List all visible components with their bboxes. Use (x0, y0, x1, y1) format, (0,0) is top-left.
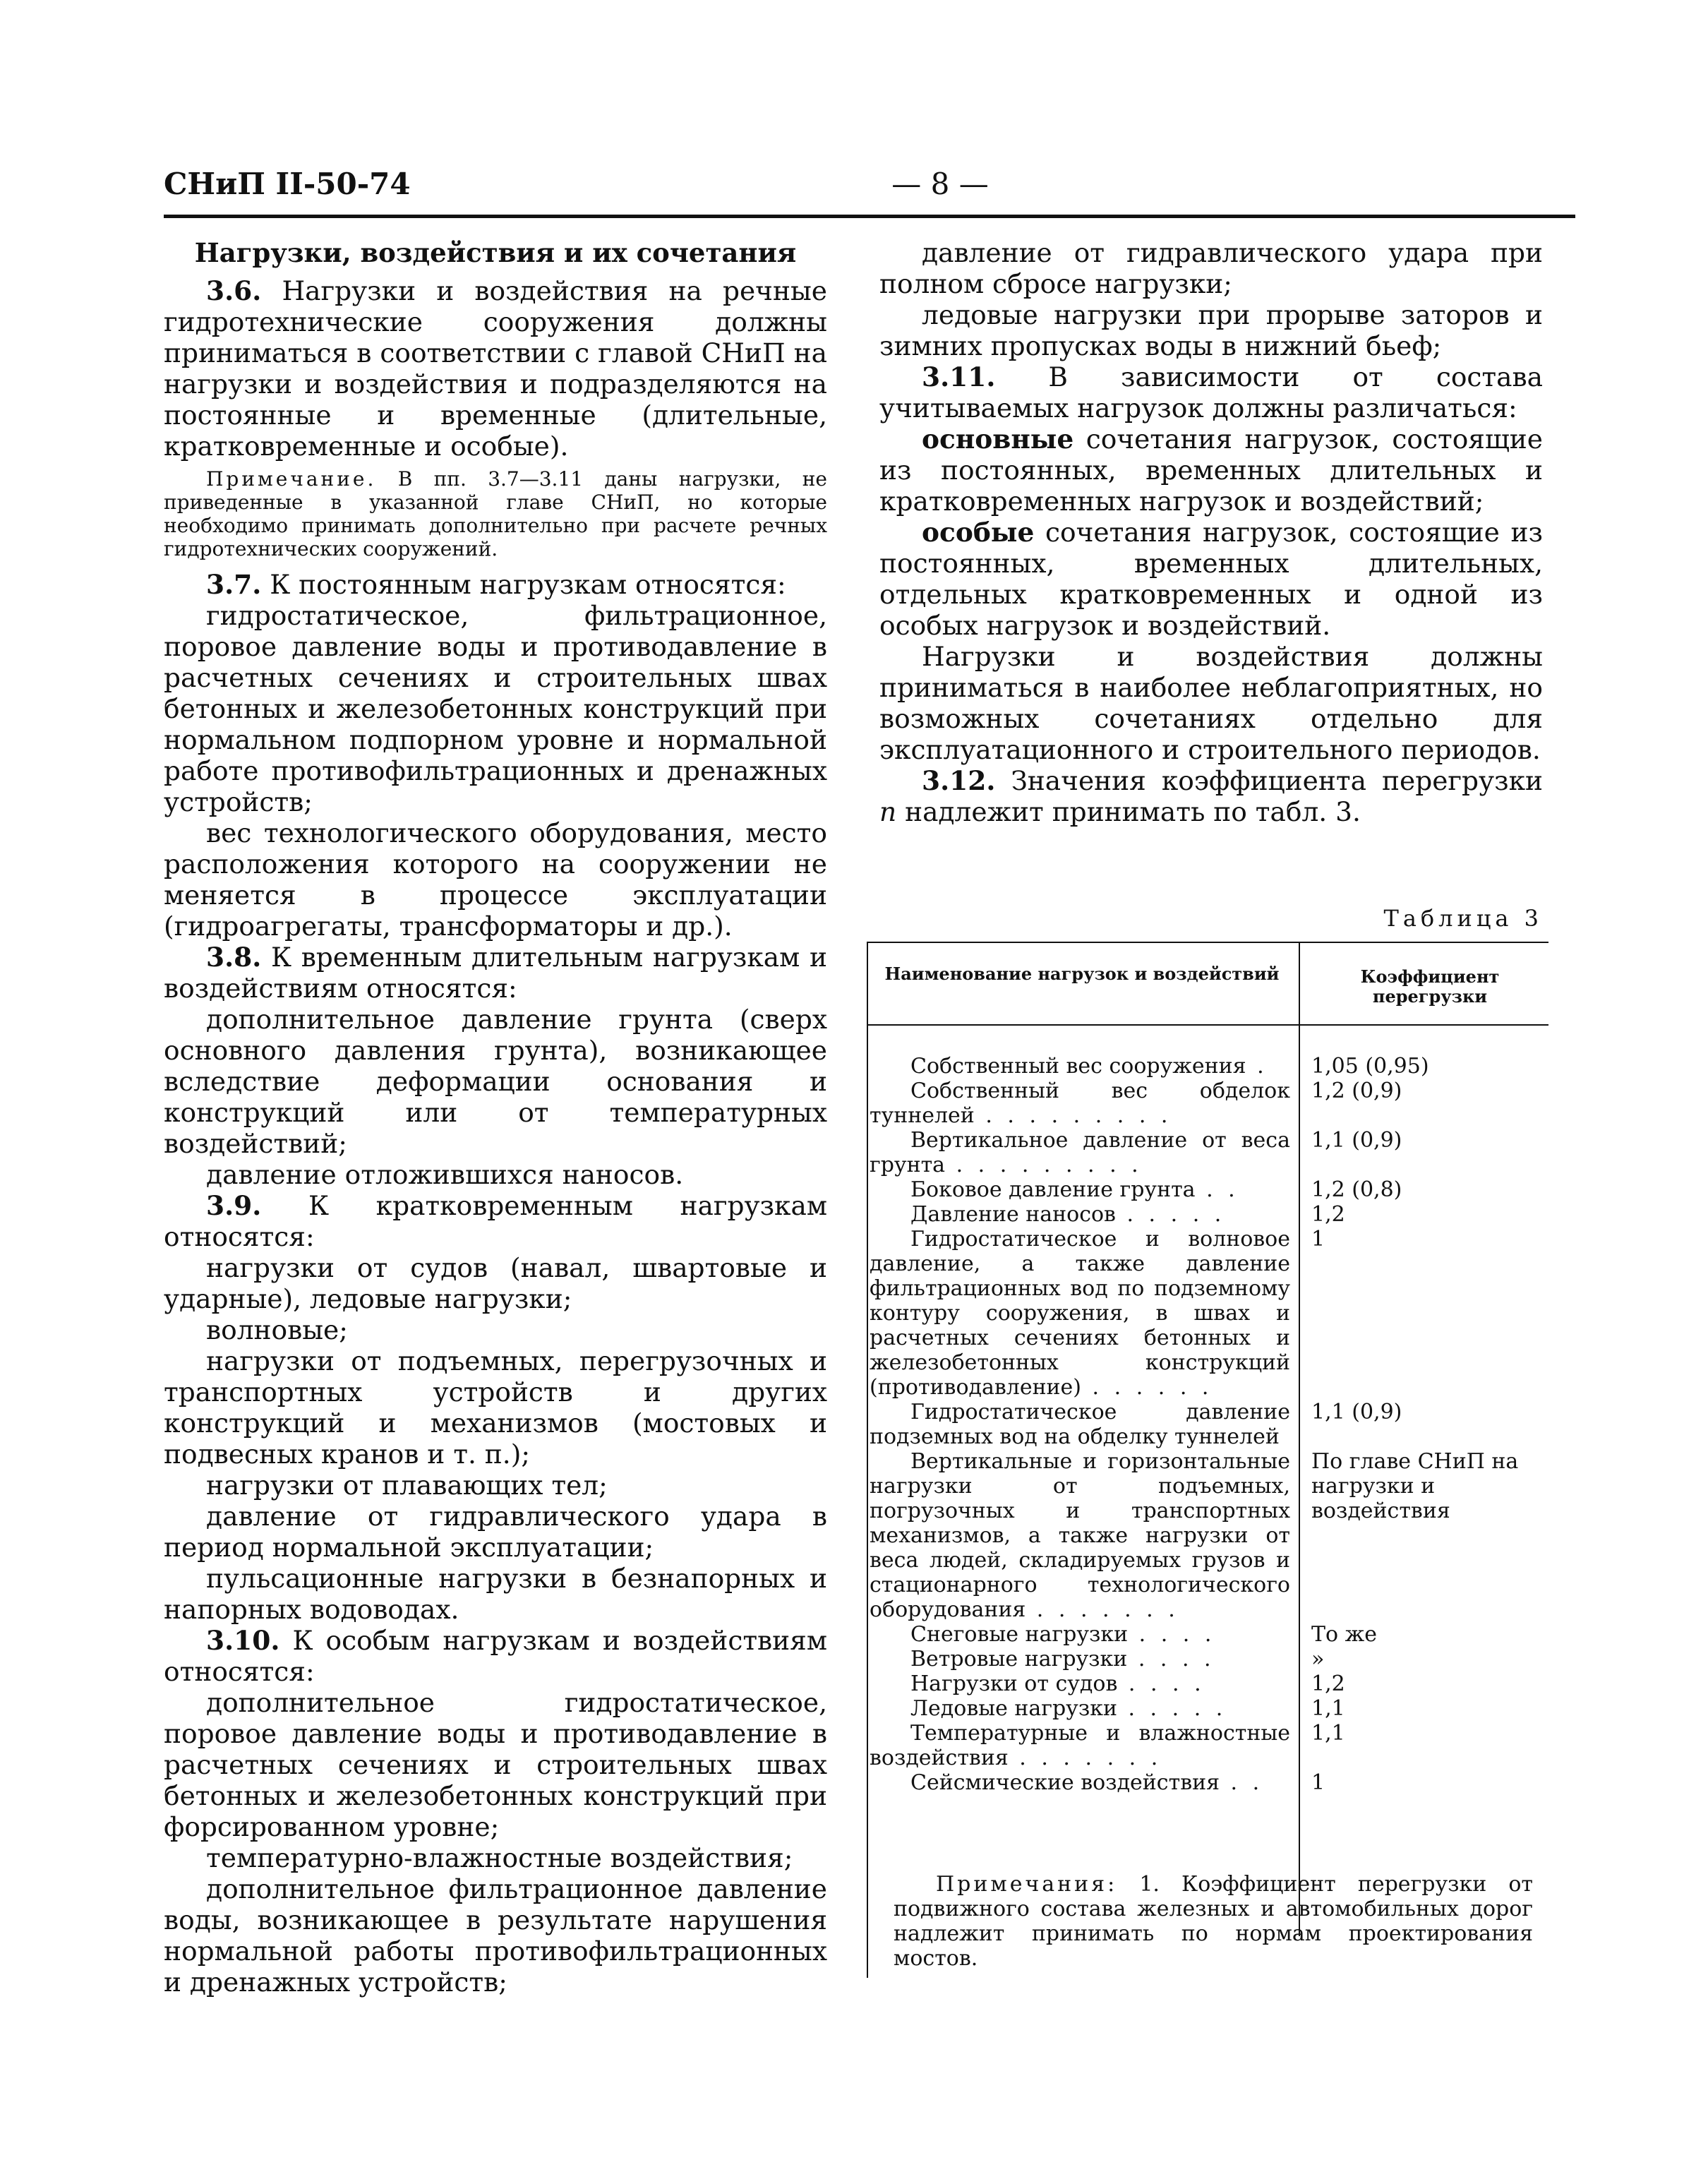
term-main-text: сочетания нагрузок, состоящие из постоянных, временных длительных и кратковременных нагрузок и воздействий; (879, 424, 1543, 517)
list-item: гидростатическое, фильтрационное, поровое давление воды и противодавление в расчетных сечениях и строительных швах бетонных и железобетонных конструкций при нормальном подпорном уровне и нормальной работе противофильтрационных и дренажных устройств; (164, 600, 827, 817)
table-header (867, 942, 1548, 1026)
section-title: Нагрузки, воздействия и их сочетания (194, 237, 797, 268)
table-row (867, 1079, 1548, 1128)
leader-dots: . . . . (1117, 1671, 1205, 1696)
load-name (867, 1647, 1299, 1671)
overload-coefficient: 1,2 (1311, 1671, 1345, 1696)
list-item: нагрузки от плавающих тел; (206, 1470, 608, 1501)
load-name-text: Температурные и влажностные воздействия (870, 1721, 1290, 1770)
table-note (894, 1872, 1533, 1971)
right-column (879, 237, 1543, 827)
note-paragraph (164, 467, 827, 560)
clause-3-8 (164, 942, 827, 1004)
list-item: пульсационные нагрузки в безнапорных и напорных водоводах. (164, 1563, 827, 1625)
clause-3-12 (879, 765, 1543, 827)
load-name (867, 1054, 1299, 1079)
load-name-text: Вертикальное давление от веса грунта (870, 1128, 1290, 1177)
note-text: В пп. 3.7—3.11 даны нагрузки, не приведенные в указанной главе СНиП, но которые необходимо принимать дополнительно при расчете речных гидротехнических сооружений. (164, 467, 827, 560)
overload-coefficient: 1,05 (0,95) (1311, 1054, 1429, 1079)
clause-number: 3.9. (206, 1190, 262, 1221)
clause-number: 3.12. (922, 765, 996, 796)
clause-3-9 (164, 1190, 827, 1252)
load-name (867, 1202, 1299, 1227)
load-name (867, 1227, 1299, 1400)
list-item: давление отложившихся наносов. (206, 1159, 684, 1190)
leader-dots: . . (1220, 1770, 1264, 1795)
clause-number: 3.11. (922, 361, 996, 392)
table-row (867, 1128, 1548, 1177)
clause-3-10 (164, 1625, 827, 1687)
table-row (867, 1696, 1548, 1721)
list-item: нагрузки от судов (навал, швартовые и ударные), ледовые нагрузки; (164, 1252, 827, 1314)
load-name-text: Снеговые нагрузки (910, 1622, 1129, 1647)
page-number: — 8 — (891, 167, 989, 201)
list-item: давление от гидравлического удара при полном сбросе нагрузки; (879, 237, 1543, 299)
term-special: особые (922, 517, 1035, 548)
load-name (867, 1177, 1299, 1202)
table-row (867, 1622, 1548, 1647)
table-row (867, 1671, 1548, 1696)
clause-number: 3.8. (206, 942, 262, 973)
overload-coefficient: 1,2 (1311, 1202, 1345, 1227)
clause-number: 3.6. (206, 275, 262, 306)
load-name-text: Собственный вес сооружения (910, 1054, 1246, 1079)
table-row (867, 1647, 1548, 1671)
leader-dots: . . . . (1128, 1622, 1216, 1647)
load-name-text: Давление наносов (910, 1202, 1116, 1227)
load-name-text: Собственный вес обделок туннелей (870, 1079, 1290, 1128)
leader-dots: . . . . . . (1081, 1375, 1213, 1400)
clause-3-11 (879, 361, 1543, 424)
table-row (867, 1400, 1548, 1449)
load-name (867, 1079, 1299, 1128)
load-name (867, 1671, 1299, 1696)
column-divider (1299, 1026, 1300, 1936)
load-name-text: Гидростатическое и волновое давление, а также давление фильтрационных вод по подземному контуру сооружения, в швах и расчетных сечениях бетонных и железобетонных конструкций (противодавление) (870, 1227, 1290, 1400)
table-body (867, 1054, 1548, 1795)
clause-text: К временным длительным нагрузкам и воздействиям относятся: (164, 942, 827, 1004)
clause-number: 3.10. (206, 1625, 280, 1656)
overload-coefficient: По главе СНиП на нагрузки и воздействия (1311, 1449, 1519, 1523)
overload-coefficient: 1,1 (1311, 1696, 1345, 1721)
table-row (867, 1770, 1548, 1795)
clause-text: Нагрузки и воздействия на речные гидротехнические сооружения должны приниматься в соответствии с главой СНиП на нагрузки и воздействия и подразделяются на постоянные и временные (длительные, кратковременные и особые). (164, 275, 827, 462)
load-name-text: Гидростатическое давление подземных вод на обделку туннелей (870, 1400, 1290, 1449)
leader-dots: . . . . . (1117, 1696, 1227, 1721)
leader-dots: . (1246, 1054, 1268, 1079)
load-name (867, 1449, 1299, 1622)
list-item: дополнительное давление грунта (сверх основного давления грунта), возникающее вследствие деформации основания и конструкций или от температурных воздействий; (164, 1004, 827, 1159)
load-name (867, 1400, 1299, 1449)
leader-dots: . . (1195, 1177, 1239, 1202)
table-note-label: Примечания: (936, 1872, 1118, 1897)
clause-text: В зависимости от состава учитываемых нагрузок должны различаться: (879, 361, 1543, 424)
table-row (867, 1721, 1548, 1770)
table-row (867, 1449, 1548, 1622)
load-name-text: Сейсмические воздействия (910, 1770, 1220, 1795)
clause-text: К постоянным нагрузкам относятся: (261, 569, 786, 600)
load-name (867, 1721, 1299, 1770)
leader-dots: . . . . . (1115, 1202, 1226, 1227)
column-header-coefficient: Коэффициент перегрузки (1360, 966, 1500, 1007)
table-row (867, 1227, 1548, 1400)
table-caption: Таблица 3 (1383, 905, 1543, 932)
paragraph: Нагрузки и воздействия должны приниматься в наиболее неблагоприятных, но возможных сочетаниях отдельно для эксплуатационного и строительного периодов. (879, 641, 1543, 765)
load-name-text: Ветровые нагрузки (910, 1647, 1128, 1671)
table-row (867, 1177, 1548, 1202)
clause-number: 3.7. (206, 569, 262, 600)
list-item-main-combinations (879, 424, 1543, 517)
overload-coefficient: 1,2 (0,8) (1311, 1177, 1402, 1202)
overload-coefficient: 1,1 (1311, 1721, 1345, 1746)
note-label: Примечание. (206, 467, 377, 491)
load-name (867, 1622, 1299, 1647)
leader-dots: . . . . . . . . . (945, 1153, 1143, 1177)
leader-dots: . . . . . . . . . (974, 1103, 1172, 1128)
table-row (867, 1202, 1548, 1227)
list-item: ледовые нагрузки при прорыве заторов и зимних пропусках воды в нижний бьеф; (879, 299, 1543, 361)
overload-coefficient: 1,1 (0,9) (1311, 1400, 1402, 1424)
overload-coefficient: 1,2 (0,9) (1311, 1079, 1402, 1103)
page-header (164, 167, 1575, 209)
table-row (867, 1054, 1548, 1079)
load-name-text: Нагрузки от судов (910, 1671, 1118, 1696)
list-item: дополнительное гидростатическое, поровое давление воды и противодавление в расчетных сечениях и строительных швах бетонных и железобетонных конструкций при форсированном уровне; (164, 1687, 827, 1842)
leader-dots: . . . . . . . (1026, 1597, 1179, 1622)
leader-dots: . . . . (1127, 1647, 1215, 1671)
clause-text-end: надлежит принимать по табл. 3. (896, 796, 1361, 827)
leader-dots: . . . . . . . (1008, 1746, 1162, 1770)
term-special-text: сочетания нагрузок, состоящие из постоянных, временных длительных, отдельных кратковременных и одной из особых нагрузок и воздействий. (879, 517, 1543, 641)
load-name (867, 1696, 1299, 1721)
left-column (164, 237, 827, 1998)
load-name (867, 1128, 1299, 1177)
list-item: волновые; (206, 1314, 348, 1345)
list-item: нагрузки от подъемных, перегрузочных и транспортных устройств и других конструкций и механизмов (мостовых и подвесных кранов и т. п.); (164, 1345, 827, 1470)
load-name (867, 1770, 1299, 1795)
load-name-text: Ледовые нагрузки (910, 1696, 1117, 1721)
header-rule (164, 215, 1575, 218)
header-divider (1299, 943, 1300, 1024)
symbol-n: n (879, 796, 897, 827)
table-note-text: 1. Коэффициент перегрузки от подвижного состава железных и автомобильных дорог надлежит принимать по нормам проектирования мостов. (894, 1872, 1533, 1971)
clause-text: Значения коэффициента перегрузки (995, 765, 1543, 796)
list-item-special-combinations (879, 517, 1543, 641)
document-code: СНиП II-50-74 (164, 167, 411, 201)
overload-coefficient: 1,1 (0,9) (1311, 1128, 1402, 1153)
column-header-name: Наименование нагрузок и воздействий (884, 964, 1280, 984)
overload-coefficient: » (1311, 1647, 1325, 1671)
term-main: основные (922, 424, 1074, 455)
load-name-text: Вертикальные и горизонтальные нагрузки от подъемных, погрузочных и транспортных механизмов, а также нагрузки от веса людей, складируемых грузов и стационарного технологического оборудования (870, 1449, 1290, 1622)
clause-3-6 (164, 275, 827, 462)
overload-coefficient: То же (1311, 1622, 1377, 1647)
list-item: дополнительное фильтрационное давление воды, возникающее в результате нарушения нормальной работы противофильтрационных и дренажных устройств; (164, 1873, 827, 1998)
list-item: вес технологического оборудования, место расположения которого на сооружении не меняется в процессе эксплуатации (гидроагрегаты, трансформаторы и др.). (164, 817, 827, 942)
list-item: температурно-влажностные воздействия; (206, 1842, 793, 1873)
overload-coefficient: 1 (1311, 1227, 1325, 1251)
clause-text: К кратковременным нагрузкам относятся: (164, 1190, 827, 1252)
load-name-text: Боковое давление грунта (910, 1177, 1196, 1202)
clause-3-7 (164, 569, 827, 600)
clause-text: К особым нагрузкам и воздействиям относятся: (164, 1625, 827, 1687)
overload-coefficient: 1 (1311, 1770, 1325, 1795)
loads-table (867, 942, 1548, 1795)
list-item: давление от гидравлического удара в период нормальной эксплуатации; (164, 1501, 827, 1563)
